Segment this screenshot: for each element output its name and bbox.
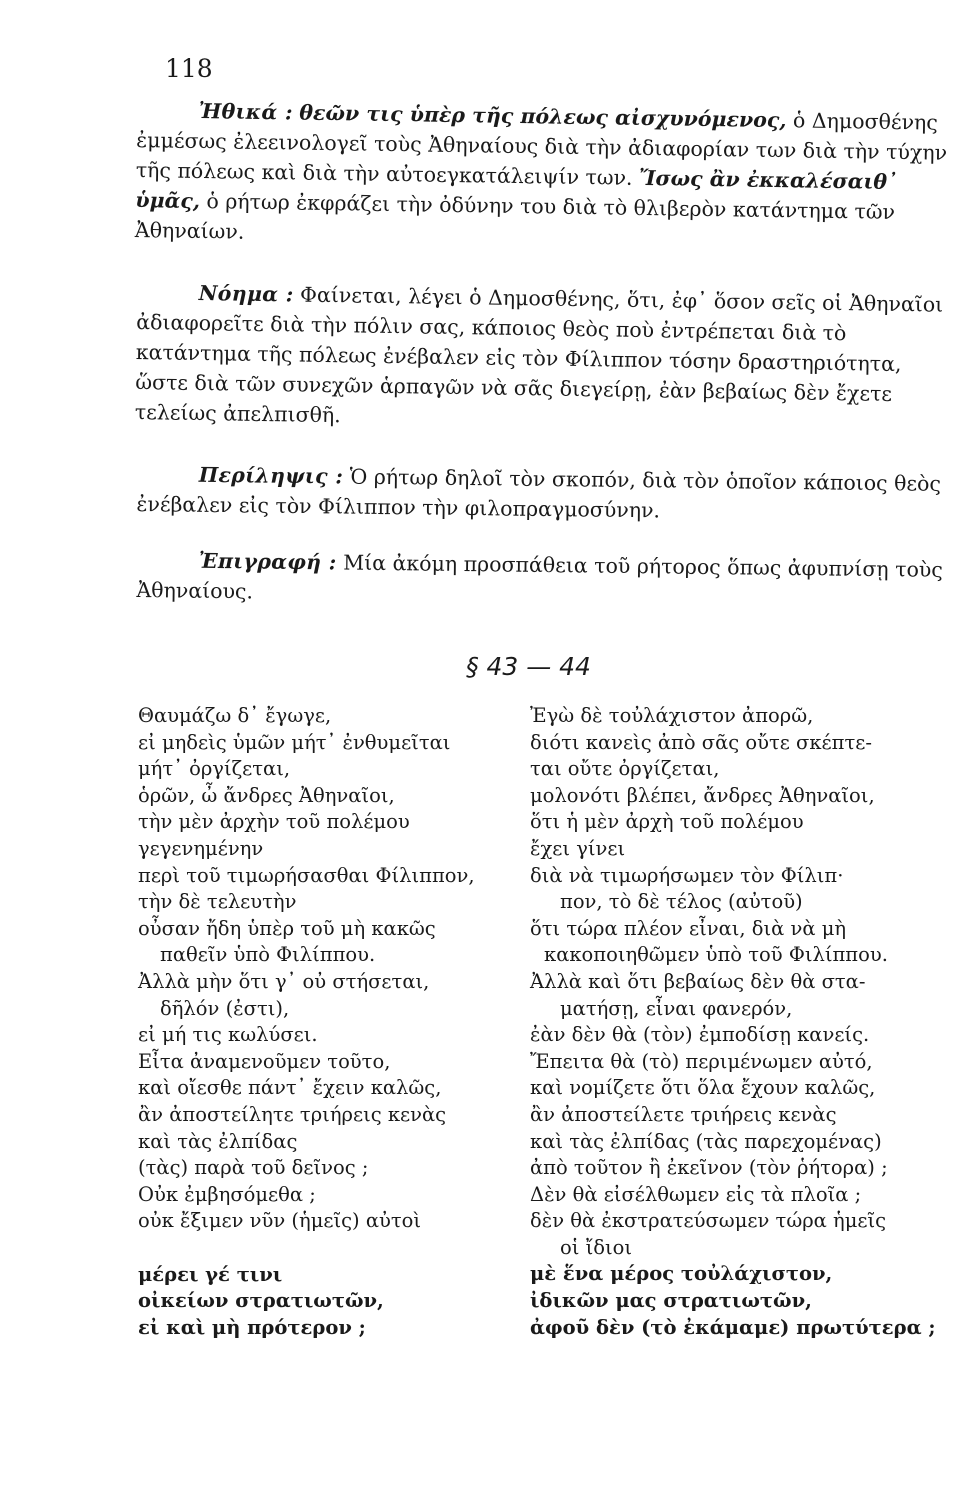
summary-text: Ὁ ρήτωρ δηλοῖ τὸν σκοπόν, διὰ τὸν ὁποῖον κάποιος θεὸς ἐνέβαλεν εἰς τὸν Φίλιππον τὴν φιλοπραγμοσύνην. <box>136 464 942 523</box>
translation-line: διὰ νὰ τιμωρήσωμεν τὸν Φίλιπ· <box>530 863 844 887</box>
translation-line: ὅτι τώρα πλέον εἶναι, διὰ νὰ μὴ <box>530 916 847 940</box>
greek-line: εἰ καὶ μὴ πρότερον ; <box>138 1316 366 1340</box>
translation-column <box>530 703 950 1341</box>
greek-text-column <box>138 703 543 1342</box>
translation-line: κακοποιηθῶμεν ὑπὸ τοῦ Φιλίππου. <box>544 943 888 967</box>
translation-line: ἐὰν δὲν θὰ (τὸν) ἐμποδίσῃ κανείς. <box>530 1023 870 1047</box>
ethics-quote-1: θεῶν τις ὑπὲρ τῆς πόλεως αἰσχυνόμενος, <box>299 100 787 133</box>
ethics-text-1: ὁ Δημοσθένης ἐμμέσως ἐλεεινολογεῖ τοὺς Ἀθηναίους διὰ τὴν ἀδιαφορίαν των διὰ τὴν τύχην τῆς πόλεως καὶ διὰ τὴν αὐτοεγκατάλειψίν των. <box>135 108 948 190</box>
greek-line: Εἶτα ἀναμενοῦμεν τοῦτο, <box>138 1049 391 1073</box>
greek-line: (τὰς) παρὰ τοῦ δεῖνος ; <box>138 1156 369 1180</box>
summary-label: Περίληψις : <box>198 462 344 489</box>
greek-line: δῆλόν (ἐστι), <box>160 996 290 1020</box>
meaning-label: Νόημα : <box>198 280 294 307</box>
translation-line: καὶ νομίζετε ὅτι ὅλα ἔχουν καλῶς, <box>530 1076 876 1100</box>
greek-line: οἰκείων στρατιωτῶν, <box>138 1289 384 1313</box>
translation-line: ἀφοῦ δὲν (τὸ ἐκάμαμε) πρωτύτερα ; <box>530 1315 936 1339</box>
greek-line: γεγενημένην <box>138 836 264 860</box>
translation-line: Ἔπειτα θὰ (τὸ) περιμένωμεν αὐτό, <box>530 1049 873 1073</box>
translation-line: μολονότι βλέπει, ἄνδρες Ἀθηναῖοι, <box>530 783 875 807</box>
greek-line: ὁρῶν, ὦ ἄνδρες Ἀθηναῖοι, <box>138 783 395 807</box>
translation-line: Ἀλλὰ καὶ ὅτι βεβαίως δὲν θὰ στα- <box>530 969 866 993</box>
ethics-text-2: ὁ ρήτωρ ἐκφράζει τὴν ὀδύνην του διὰ τὸ θλιβερὸν κατάντημα τῶν Ἀθηναίων. <box>134 189 896 244</box>
section-heading: § 43 — 44 <box>466 652 591 681</box>
translation-line: ἀπὸ τοῦτον ἢ ἐκεῖνον (τὸν ῥήτορα) ; <box>530 1156 888 1180</box>
commentary-ethics <box>135 95 952 258</box>
greek-line: καὶ τὰς ἐλπίδας <box>138 1129 298 1153</box>
commentary-meaning <box>135 277 952 440</box>
greek-line: ἂν ἀποστείλητε τριήρεις κενὰς <box>138 1102 447 1126</box>
translation-line: ἰδικῶν μας στρατιωτῶν, <box>530 1289 812 1313</box>
greek-line: Ἀλλὰ μὴν ὅτι γ᾽ οὐ στήσεται, <box>138 969 430 993</box>
title-label: Ἐπιγραφή : <box>198 548 337 575</box>
title-text: Μία ἀκόμη προσπάθεια τοῦ ρήτορος ὅπως ἀφυπνίσῃ τοὺς Ἀθηναίους. <box>136 550 943 604</box>
greek-line: περὶ τοῦ τιμωρήσασθαι Φίλιππον, <box>138 863 475 887</box>
greek-line: Θαυμάζω δ᾽ ἔγωγε, <box>138 704 332 727</box>
meaning-text: Φαίνεται, λέγει ὁ Δημοσθένης, ὅτι, ἐφ᾽ ὅσον σεῖς οἱ Ἀθηναῖοι ἀδιαφορεῖτε διὰ τὴν πόλιν σας, κάποιος θεὸς ποὺ ἐντρέπεται διὰ τὸ κατάντημα τῆς πόλεως ἐνέβαλεν εἰς τὸν Φίλιππον τόσην δραστηριότητα, ὥστε διὰ τῶν συνεχῶν ἁρπαγῶν νὰ σᾶς διεγείρῃ, ἐὰν βεβαίως δὲν ἔχετε τελείως ἀπελπισθῆ. <box>134 282 944 428</box>
greek-line: οὐκ ἔξιμεν νῦν (ἡμεῖς) αὐτοὶ <box>138 1209 422 1233</box>
translation-line: διότι κανεὶς ἀπὸ σᾶς οὔτε σκέπτε- <box>530 730 872 754</box>
commentary-summary <box>136 459 952 529</box>
translation-line: πον, τὸ δὲ τέλος (αὐτοῦ) <box>560 890 803 914</box>
page-number: 118 <box>165 54 213 83</box>
greek-line: παθεῖν ὑπὸ Φιλίππου. <box>160 943 376 967</box>
greek-line: καὶ οἴεσθε πάντ᾽ ἔχειν καλῶς, <box>138 1076 442 1100</box>
greek-line: οὖσαν ἤδη ὑπὲρ τοῦ μὴ κακῶς <box>138 916 436 940</box>
translation-line: καὶ τὰς ἐλπίδας (τὰς παρεχομένας) <box>530 1129 882 1153</box>
translation-line: ται οὔτε ὀργίζεται, <box>530 757 720 781</box>
greek-line: Οὐκ ἐμβησόμεθα ; <box>138 1182 316 1206</box>
greek-line: εἰ μή τις κωλύσει. <box>138 1023 318 1047</box>
translation-line: Δὲν θὰ εἰσέλθωμεν εἰς τὰ πλοῖα ; <box>530 1182 862 1206</box>
translation-line: οἱ ἴδιοι <box>560 1235 633 1259</box>
ethics-label: Ἠθικά : <box>198 98 294 125</box>
translation-line: ἂν ἀποστείλετε τριήρεις κενὰς <box>530 1102 837 1126</box>
translation-line: Ἐγὼ δὲ τοὐλάχιστον ἀπορῶ, <box>530 704 814 727</box>
translation-line: ὅτι ἡ μὲν ἀρχὴ τοῦ πολέμου <box>530 810 804 834</box>
translation-line: δὲν θὰ ἐκστρατεύσωμεν τώρα ἡμεῖς <box>530 1209 887 1233</box>
greek-line: μήτ᾽ ὀργίζεται, <box>138 757 291 781</box>
commentary-title <box>136 545 952 615</box>
greek-line: μέρει γέ τινι <box>138 1262 283 1286</box>
ethics-quote-2: Ἴσως ἂν ἐκκαλέσαιθ᾽ ὑμᾶς, <box>135 165 898 214</box>
translation-line: μὲ ἕνα μέρος τοὐλάχιστον, <box>530 1262 833 1286</box>
translation-line: ματήσῃ, εἶναι φανερόν, <box>560 996 793 1020</box>
greek-line: τὴν δὲ τελευτὴν <box>138 890 297 914</box>
translation-line: ἔχει γίνει <box>530 836 626 860</box>
greek-line: εἰ μηδεὶς ὑμῶν μήτ᾽ ἐνθυμεῖται <box>138 730 451 754</box>
greek-line: τὴν μὲν ἀρχὴν τοῦ πολέμου <box>138 810 410 834</box>
